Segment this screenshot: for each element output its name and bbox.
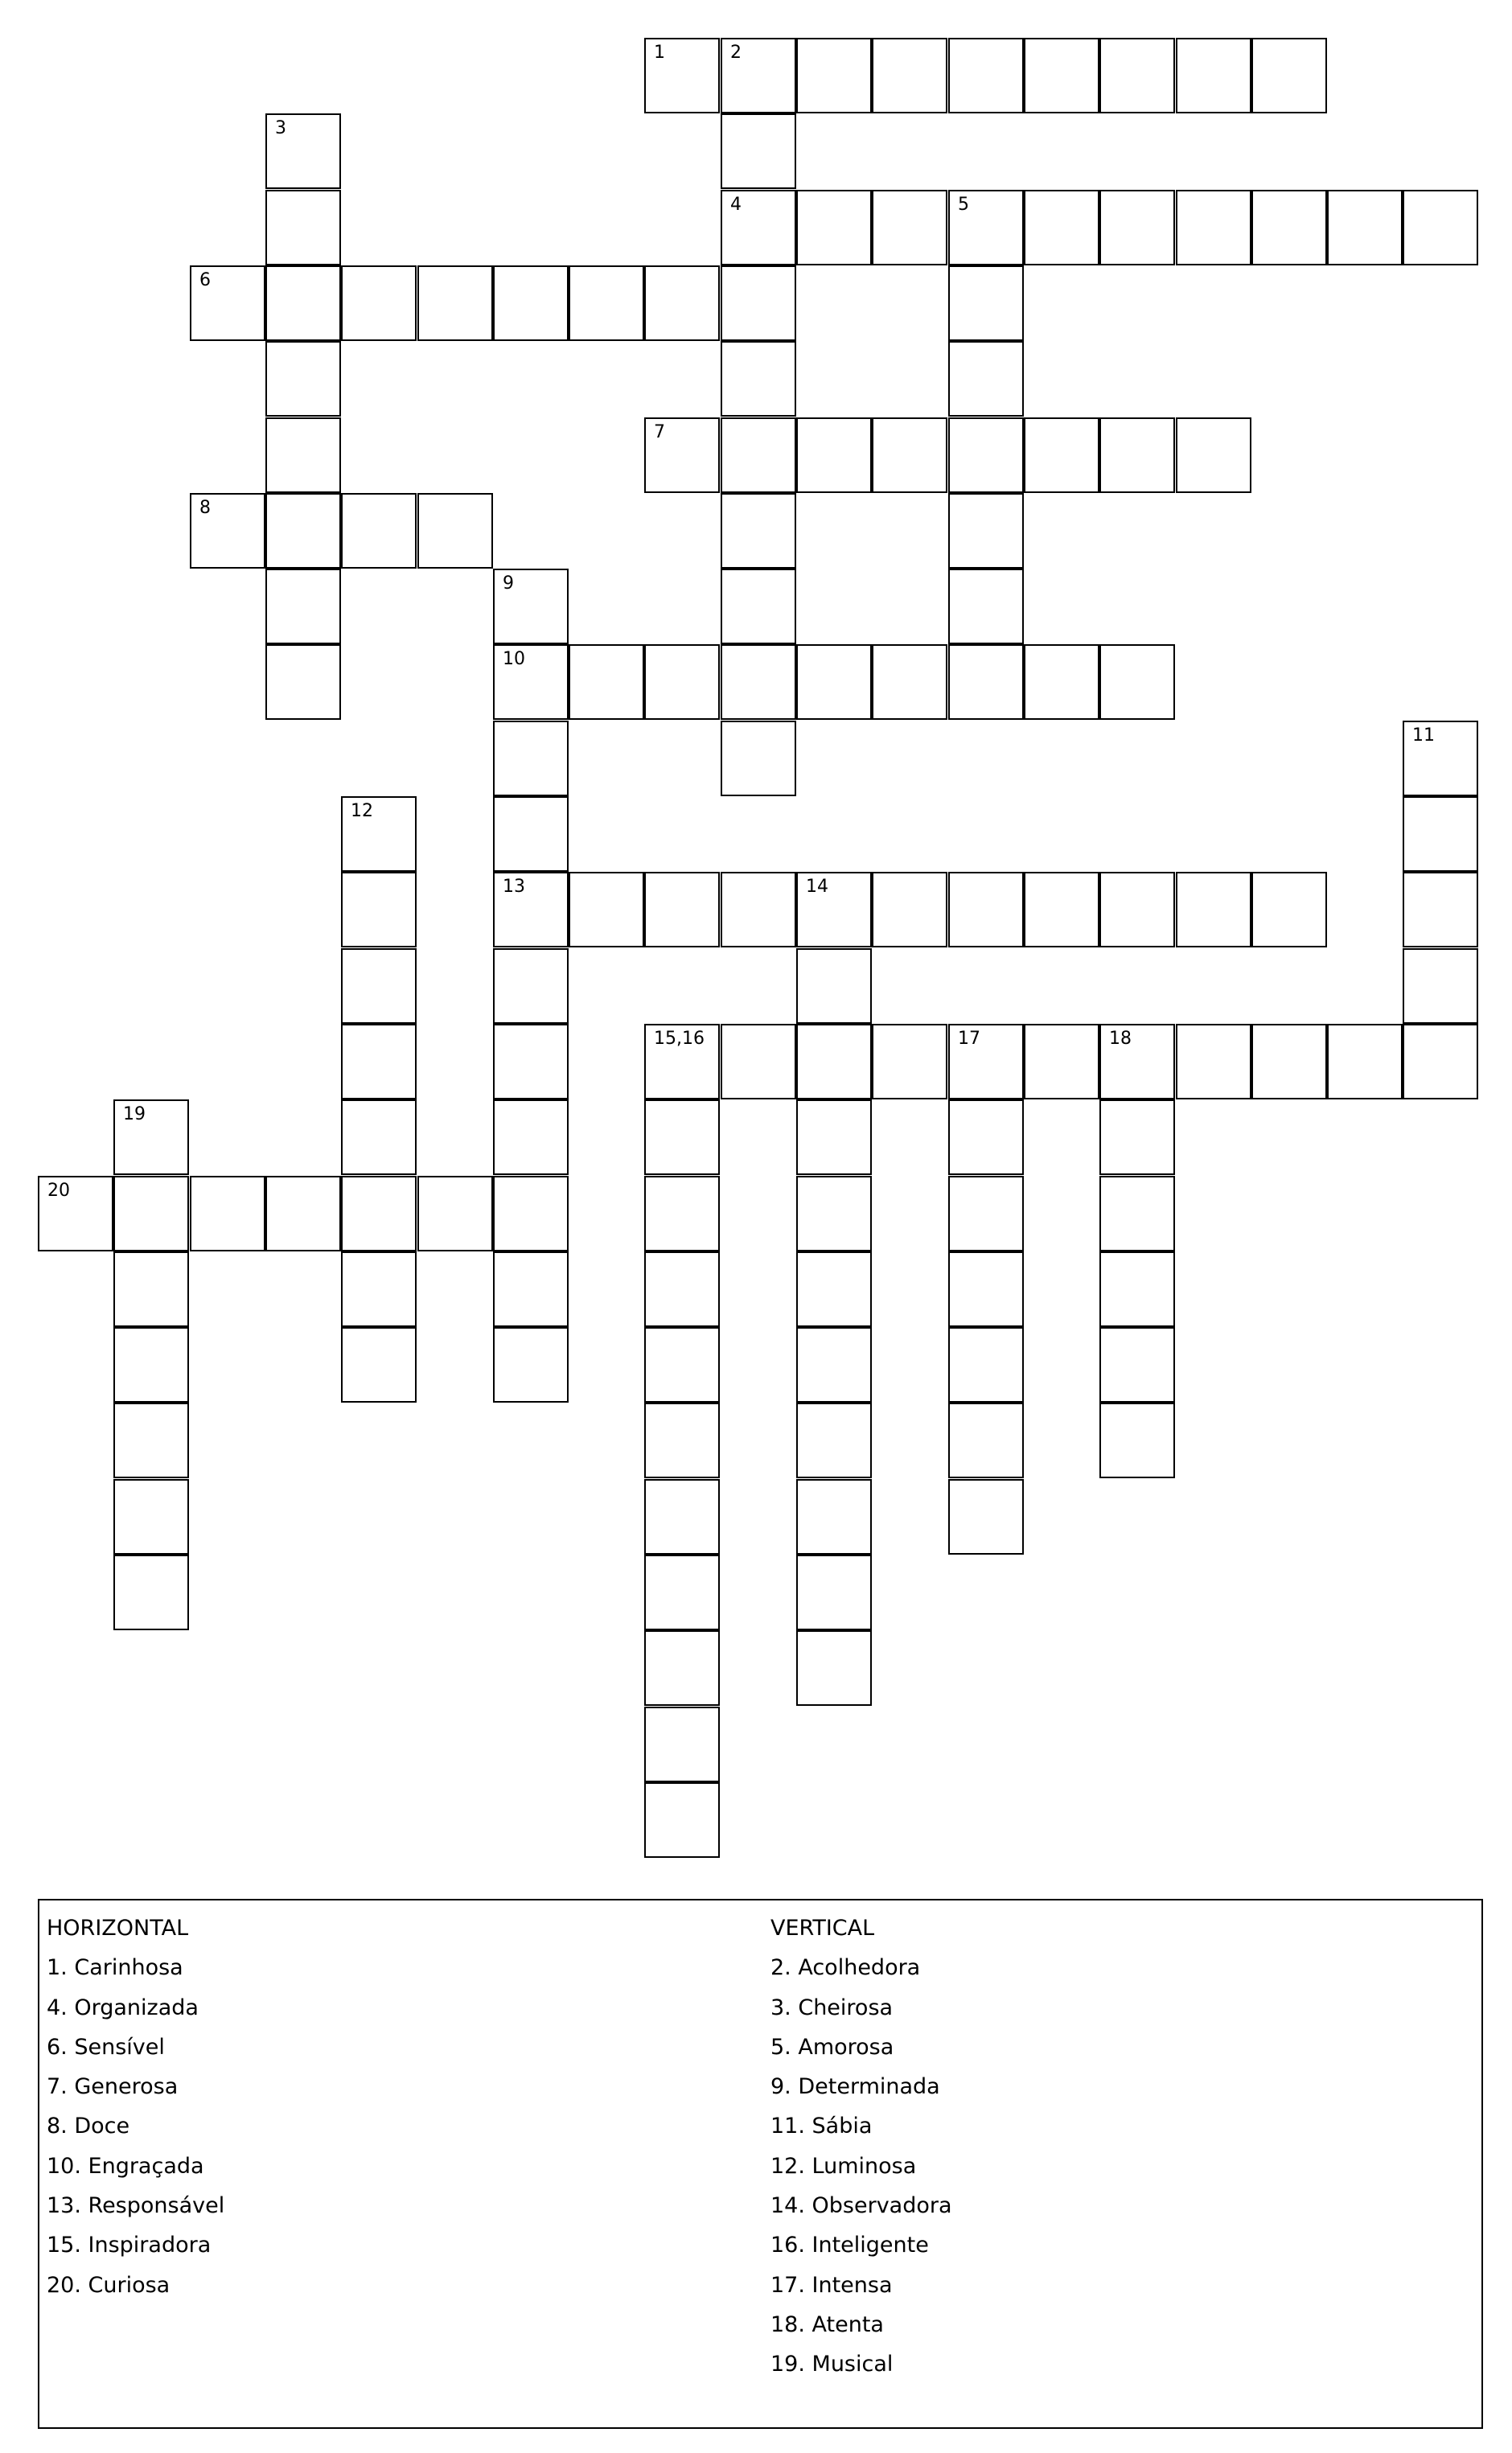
horizontal-clue: 8. Doce — [47, 2114, 130, 2139]
grid-cell[interactable] — [113, 1327, 189, 1403]
grid-cell[interactable] — [796, 1024, 872, 1099]
grid-cell[interactable] — [569, 644, 644, 720]
vertical-clue: 2. Acolhedora — [770, 1955, 921, 1981]
grid-cell[interactable] — [872, 417, 947, 493]
grid-cell[interactable] — [872, 644, 947, 720]
grid-cell[interactable] — [872, 1024, 947, 1099]
grid-cell[interactable] — [721, 644, 796, 720]
grid-cell[interactable] — [721, 721, 796, 796]
grid-cell[interactable] — [796, 1403, 872, 1478]
clue-number: 19 — [123, 1104, 146, 1124]
grid-cell[interactable] — [644, 1176, 720, 1251]
clue-number: 2 — [730, 43, 742, 63]
grid-cell[interactable] — [948, 1403, 1024, 1478]
grid-cell[interactable] — [644, 1024, 720, 1099]
grid-cell[interactable] — [721, 872, 796, 947]
grid-cell[interactable] — [1099, 38, 1175, 113]
grid-cell[interactable] — [721, 113, 796, 189]
grid-cell[interactable] — [341, 265, 417, 341]
grid-cell[interactable] — [644, 872, 720, 947]
vertical-clue: 3. Cheirosa — [770, 1995, 894, 2020]
grid-cell[interactable] — [265, 265, 341, 341]
grid-cell[interactable] — [1403, 190, 1478, 265]
horizontal-clue: 13. Responsável — [47, 2193, 225, 2219]
grid-cell[interactable] — [872, 872, 947, 947]
clue-number: 7 — [654, 422, 665, 442]
grid-cell[interactable] — [1099, 1176, 1175, 1251]
grid-cell[interactable] — [265, 569, 341, 644]
grid-cell[interactable] — [872, 190, 947, 265]
grid-cell[interactable] — [644, 1479, 720, 1555]
clue-number: 17 — [958, 1029, 980, 1049]
grid-cell[interactable] — [265, 341, 341, 417]
grid-cell[interactable] — [341, 493, 417, 569]
grid-cell[interactable] — [796, 190, 872, 265]
grid-cell[interactable] — [341, 872, 417, 947]
vertical-clue: 17. Intensa — [770, 2272, 893, 2298]
grid-cell[interactable] — [644, 1403, 720, 1478]
vertical-clue: 9. Determinada — [770, 2074, 940, 2100]
grid-cell[interactable] — [1099, 1024, 1175, 1099]
grid-cell[interactable] — [644, 1099, 720, 1175]
grid-cell[interactable] — [948, 493, 1024, 569]
clue-number: 5 — [958, 195, 969, 215]
grid-cell[interactable] — [1024, 190, 1099, 265]
grid-cell[interactable] — [493, 569, 569, 644]
clue-number: 15,16 — [654, 1029, 705, 1049]
grid-cell[interactable] — [1099, 644, 1175, 720]
grid-cell[interactable] — [948, 1024, 1024, 1099]
grid-cell[interactable] — [1327, 1024, 1403, 1099]
grid-cell[interactable] — [644, 1782, 720, 1858]
grid-cell[interactable] — [1024, 1024, 1099, 1099]
grid-cell[interactable] — [644, 1707, 720, 1782]
grid-cell[interactable] — [341, 1024, 417, 1099]
horizontal-clues-column — [47, 1909, 224, 2305]
grid-cell[interactable] — [341, 1327, 417, 1403]
grid-cell[interactable] — [644, 1555, 720, 1630]
grid-cell[interactable] — [644, 1630, 720, 1706]
grid-cell[interactable] — [1024, 417, 1099, 493]
grid-cell[interactable] — [265, 190, 341, 265]
grid-cell[interactable] — [796, 1555, 872, 1630]
horizontal-clue: 20. Curiosa — [47, 2272, 171, 2298]
grid-cell[interactable] — [796, 38, 872, 113]
clue-number: 18 — [1109, 1029, 1132, 1049]
grid-cell[interactable] — [1099, 190, 1175, 265]
grid-cell[interactable] — [796, 1099, 872, 1175]
grid-cell[interactable] — [190, 493, 265, 569]
grid-cell[interactable] — [265, 1176, 341, 1251]
grid-cell[interactable] — [796, 417, 872, 493]
grid-cell[interactable] — [948, 1251, 1024, 1327]
grid-cell[interactable] — [493, 1099, 569, 1175]
clue-number: 14 — [806, 877, 828, 897]
grid-cell[interactable] — [1176, 190, 1251, 265]
vertical-clues-title: VERTICAL — [770, 1916, 875, 1941]
grid-cell[interactable] — [796, 948, 872, 1024]
grid-cell[interactable] — [721, 38, 796, 113]
grid-cell[interactable] — [1403, 948, 1478, 1024]
grid-cell[interactable] — [1403, 872, 1478, 947]
grid-cell[interactable] — [341, 1251, 417, 1327]
horizontal-clues-title: HORIZONTAL — [47, 1916, 189, 1941]
vertical-clue: 5. Amorosa — [770, 2034, 894, 2060]
horizontal-clue: 7. Generosa — [47, 2074, 179, 2100]
grid-cell[interactable] — [1099, 1403, 1175, 1478]
grid-cell[interactable] — [721, 1024, 796, 1099]
grid-cell[interactable] — [1024, 872, 1099, 947]
grid-cell[interactable] — [948, 1327, 1024, 1403]
clue-number: 9 — [503, 573, 514, 594]
grid-cell[interactable] — [493, 1176, 569, 1251]
clue-number: 6 — [199, 270, 211, 290]
grid-cell[interactable] — [1024, 38, 1099, 113]
grid-cell[interactable] — [1176, 417, 1251, 493]
grid-cell[interactable] — [1099, 1327, 1175, 1403]
grid-cell[interactable] — [721, 265, 796, 341]
grid-cell[interactable] — [341, 1099, 417, 1175]
grid-cell[interactable] — [113, 1099, 189, 1175]
clue-number: 4 — [730, 195, 742, 215]
grid-cell[interactable] — [569, 872, 644, 947]
grid-cell[interactable] — [948, 644, 1024, 720]
grid-cell[interactable] — [1251, 38, 1327, 113]
grid-cell[interactable] — [644, 417, 720, 493]
grid-cell[interactable] — [190, 265, 265, 341]
grid-cell[interactable] — [1176, 872, 1251, 947]
grid-cell[interactable] — [948, 569, 1024, 644]
grid-cell[interactable] — [644, 644, 720, 720]
clue-number: 11 — [1412, 725, 1435, 746]
grid-cell[interactable] — [644, 1251, 720, 1327]
grid-cell[interactable] — [493, 721, 569, 796]
grid-cell[interactable] — [113, 1176, 189, 1251]
grid-cell[interactable] — [948, 38, 1024, 113]
vertical-clue: 11. Sábia — [770, 2114, 873, 2139]
grid-cell[interactable] — [493, 644, 569, 720]
grid-cell[interactable] — [796, 644, 872, 720]
grid-cell[interactable] — [1099, 1251, 1175, 1327]
grid-cell[interactable] — [948, 265, 1024, 341]
grid-cell[interactable] — [341, 1176, 417, 1251]
grid-cell[interactable] — [644, 1327, 720, 1403]
grid-cell[interactable] — [948, 417, 1024, 493]
grid-cell[interactable] — [721, 341, 796, 417]
grid-cell[interactable] — [341, 796, 417, 872]
grid-cell[interactable] — [341, 948, 417, 1024]
grid-cell[interactable] — [493, 796, 569, 872]
grid-cell[interactable] — [1251, 190, 1327, 265]
clue-number: 10 — [503, 649, 525, 669]
grid-cell[interactable] — [1099, 417, 1175, 493]
grid-cell[interactable] — [1176, 38, 1251, 113]
horizontal-clue: 1. Carinhosa — [47, 1955, 183, 1981]
grid-cell[interactable] — [948, 872, 1024, 947]
grid-cell[interactable] — [493, 265, 569, 341]
grid-cell[interactable] — [644, 38, 720, 113]
clue-number: 13 — [503, 877, 525, 897]
grid-cell[interactable] — [493, 1024, 569, 1099]
grid-cell[interactable] — [113, 1403, 189, 1478]
vertical-clue: 19. Musical — [770, 2352, 894, 2377]
horizontal-clue: 15. Inspiradora — [47, 2233, 212, 2258]
grid-cell[interactable] — [265, 417, 341, 493]
grid-cell[interactable] — [721, 417, 796, 493]
grid-cell[interactable] — [1176, 1024, 1251, 1099]
grid-cell[interactable] — [265, 113, 341, 189]
grid-cell[interactable] — [417, 265, 493, 341]
grid-cell[interactable] — [796, 1251, 872, 1327]
grid-cell[interactable] — [265, 493, 341, 569]
grid-cell[interactable] — [493, 1327, 569, 1403]
clue-number: 1 — [654, 43, 665, 63]
grid-cell[interactable] — [1099, 872, 1175, 947]
horizontal-clue: 6. Sensível — [47, 2034, 165, 2060]
grid-cell[interactable] — [796, 1327, 872, 1403]
grid-cell[interactable] — [1099, 1099, 1175, 1175]
vertical-clue: 12. Luminosa — [770, 2153, 917, 2179]
grid-cell[interactable] — [721, 190, 796, 265]
grid-cell[interactable] — [1251, 1024, 1327, 1099]
grid-cell[interactable] — [417, 1176, 493, 1251]
clue-number: 3 — [275, 118, 286, 138]
grid-cell[interactable] — [113, 1555, 189, 1630]
vertical-clue: 18. Atenta — [770, 2311, 884, 2337]
grid-cell[interactable] — [948, 1479, 1024, 1555]
horizontal-clue: 4. Organizada — [47, 1995, 199, 2020]
grid-cell[interactable] — [796, 1630, 872, 1706]
grid-cell[interactable] — [1403, 796, 1478, 872]
clue-number: 12 — [351, 801, 373, 821]
grid-cell[interactable] — [265, 644, 341, 720]
grid-cell[interactable] — [721, 493, 796, 569]
grid-cell[interactable] — [948, 1176, 1024, 1251]
grid-cell[interactable] — [493, 872, 569, 947]
vertical-clues-column — [770, 1909, 952, 2385]
grid-cell[interactable] — [113, 1251, 189, 1327]
grid-cell[interactable] — [38, 1176, 113, 1251]
grid-cell[interactable] — [796, 1176, 872, 1251]
grid-cell[interactable] — [872, 38, 947, 113]
grid-cell[interactable] — [417, 493, 493, 569]
grid-cell[interactable] — [948, 190, 1024, 265]
vertical-clue: 14. Observadora — [770, 2193, 952, 2219]
grid-cell[interactable] — [644, 265, 720, 341]
grid-cell[interactable] — [493, 948, 569, 1024]
clue-number: 8 — [199, 498, 211, 518]
clues-box — [38, 1899, 1483, 2429]
grid-cell[interactable] — [1024, 644, 1099, 720]
grid-cell[interactable] — [1251, 872, 1327, 947]
grid-cell[interactable] — [190, 1176, 265, 1251]
grid-cell[interactable] — [569, 265, 644, 341]
grid-cell[interactable] — [1403, 721, 1478, 796]
grid-cell[interactable] — [1327, 190, 1403, 265]
grid-cell[interactable] — [948, 341, 1024, 417]
clue-number: 20 — [47, 1181, 70, 1201]
grid-cell[interactable] — [493, 1251, 569, 1327]
grid-cell[interactable] — [1403, 1024, 1478, 1099]
grid-cell[interactable] — [796, 872, 872, 947]
grid-cell[interactable] — [796, 1479, 872, 1555]
horizontal-clue: 10. Engraçada — [47, 2153, 204, 2179]
vertical-clue: 16. Inteligente — [770, 2233, 929, 2258]
grid-cell[interactable] — [113, 1479, 189, 1555]
grid-cell[interactable] — [948, 1099, 1024, 1175]
grid-cell[interactable] — [721, 569, 796, 644]
